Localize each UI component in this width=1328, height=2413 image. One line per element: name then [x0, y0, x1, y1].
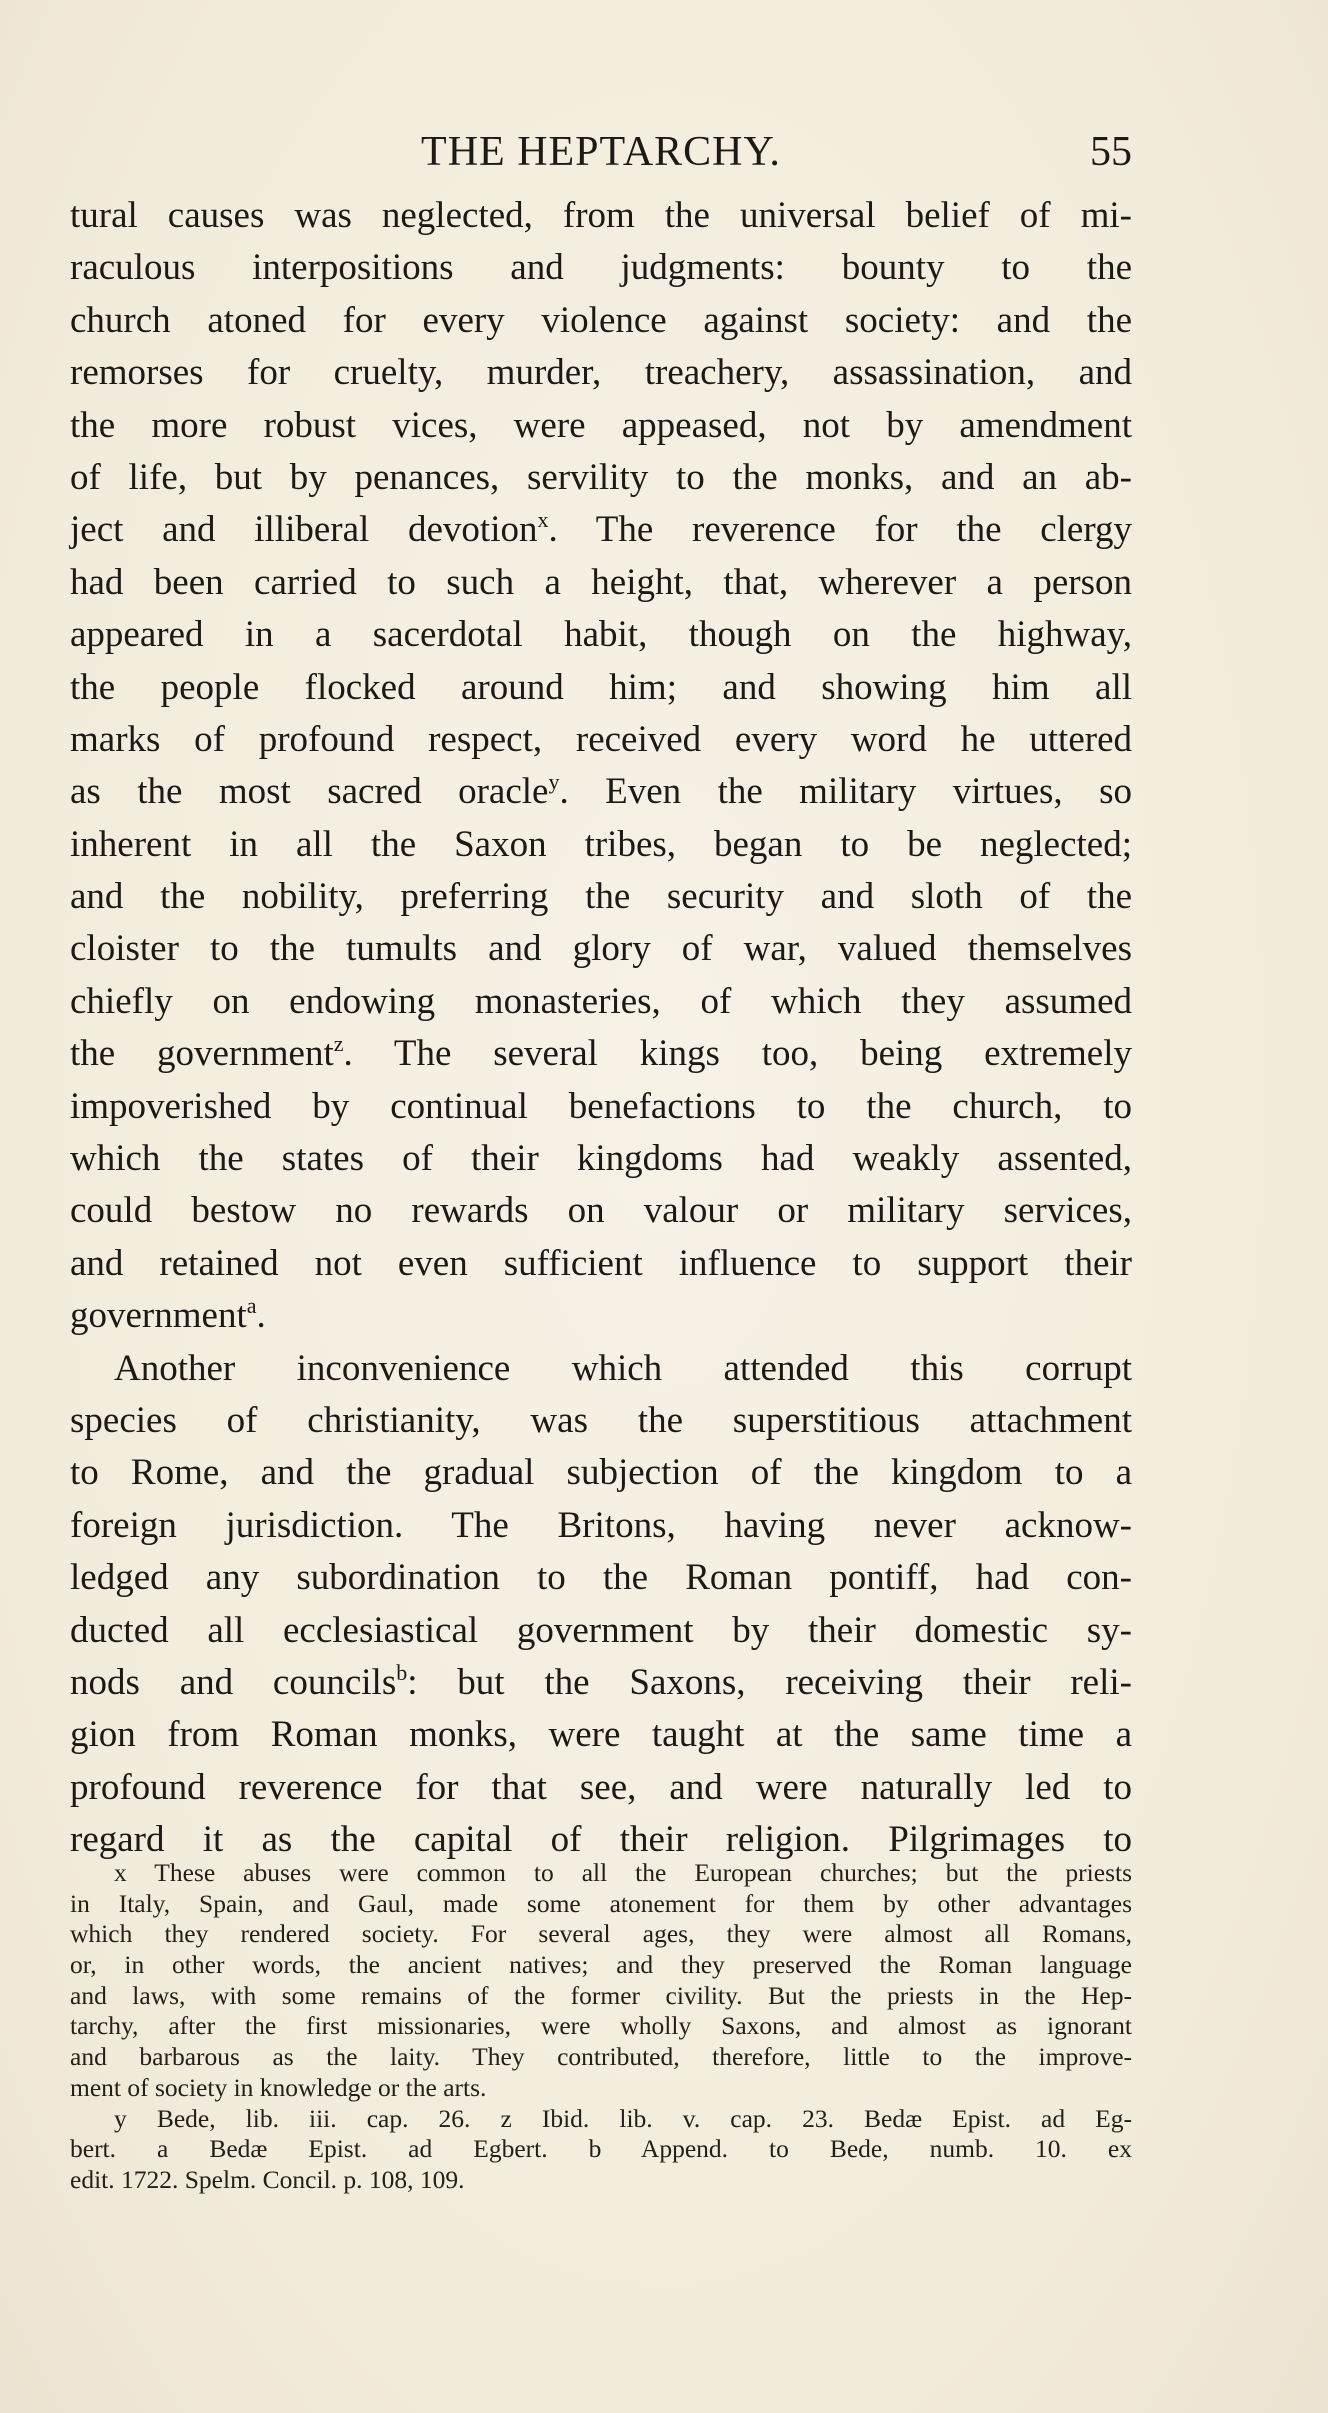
- text-line: cloister to the tumults and glory of war, valued themselves: [70, 928, 1132, 970]
- footnote-line: and laws, with some remains of the former civility. But the priests in the Hep-: [70, 1980, 1132, 2010]
- footnote-line: bert. a Bedæ Epist. ad Egbert. b Append. to Bede, numb. 10. ex: [70, 2134, 1132, 2164]
- text-line: regard it as the capital of their religion. Pilgrimages to: [70, 1819, 1132, 1861]
- text-line: ducted all ecclesiastical government by their domestic sy-: [70, 1609, 1132, 1651]
- text-line: profound reverence for that see, and were naturally led to: [70, 1766, 1132, 1808]
- footnote-line: in Italy, Spain, and Gaul, made some atonement for them by other advantages: [70, 1888, 1132, 1918]
- text-line: ject and illiberal devotion$^x$. The reverence for the clergy: [70, 507, 1133, 551]
- footnote-line: which they rendered society. For several ages, they were almost all Romans,: [70, 1919, 1132, 1949]
- footnote-line: and barbarous as the laity. They contributed, therefore, little to the improve-: [70, 2042, 1132, 2072]
- footnote-ref: x: [537, 507, 549, 533]
- footnote-line: ment of society in knowledge or the arts.: [70, 2072, 487, 2102]
- footnote-line: tarchy, after the first missionaries, were wholly Saxons, and almost as ignorant: [70, 2011, 1132, 2041]
- text-line: to Rome, and the gradual subjection of the kingdom to a: [70, 1452, 1132, 1494]
- text-line: the more robust vices, were appeased, not by amendment: [70, 404, 1132, 446]
- text-line: gion from Roman monks, were taught at the same time a: [70, 1714, 1132, 1756]
- text-line: which the states of their kingdoms had weakly assented,: [70, 1138, 1132, 1180]
- text-line: foreign jurisdiction. The Britons, having never acknow-: [70, 1504, 1132, 1546]
- running-head: THE HEPTARCHY.: [421, 129, 781, 175]
- text-line: raculous interpositions and judgments: bounty to the: [70, 247, 1132, 289]
- text-line: species of christianity, was the superstitious attachment: [70, 1399, 1132, 1441]
- footnote-line: edit. 1722. Spelm. Concil. p. 108, 109.: [70, 2164, 465, 2194]
- text-line: chiefly on endowing monasteries, of which they assumed: [70, 980, 1132, 1022]
- page-header: [70, 124, 1132, 180]
- text-line: of life, but by penances, servility to the monks, and an ab-: [70, 456, 1132, 498]
- footnote-line: or, in other words, the ancient natives; and they preserved the Roman language: [70, 1950, 1132, 1980]
- text-line: tural causes was neglected, from the universal belief of mi-: [70, 195, 1132, 236]
- text-line: remorses for cruelty, murder, treachery, assassination, and: [70, 352, 1132, 394]
- text-line: the people flocked around him; and showing him all: [70, 666, 1132, 708]
- main-text: [70, 190, 1132, 1867]
- footnote-ref: z: [333, 1031, 344, 1057]
- footnotes: [70, 1858, 1132, 2196]
- footnote-ref: y: [548, 769, 560, 795]
- page-number: 55: [1090, 129, 1132, 175]
- text-line: as the most sacred oracle$^y$. Even the military virtues, so: [70, 769, 1132, 813]
- text-line: and the nobility, preferring the security and sloth of the: [70, 876, 1132, 918]
- text-line: and retained not even sufficient influence to support their: [70, 1242, 1132, 1284]
- footnote-ref: b: [396, 1659, 408, 1685]
- text-line: nods and councils$^b$: but the Saxons, receiving their reli-: [70, 1659, 1132, 1703]
- text-line: the government$^z$. The several kings too, being extremely: [70, 1031, 1132, 1075]
- text-line: Another inconvenience which attended this corrupt: [114, 1347, 1132, 1389]
- text-line: inherent in all the Saxon tribes, began to be neglected;: [70, 823, 1132, 865]
- text-line: government$^a$.: [70, 1293, 266, 1337]
- text-line: marks of profound respect, received every word he uttered: [70, 718, 1132, 760]
- footnote-line: y Bede, lib. iii. cap. 26. z Ibid. lib. v. cap. 23. Bedæ Epist. ad Eg-: [114, 2103, 1132, 2133]
- text-line: appeared in a sacerdotal habit, though on the highway,: [70, 614, 1132, 656]
- footnote-ref: a: [246, 1293, 257, 1319]
- text-line: ledged any subordination to the Roman pontiff, had con-: [70, 1557, 1132, 1599]
- footnote-line: x These abuses were common to all the European churches; but the priests: [114, 1858, 1132, 1887]
- text-line: church atoned for every violence against society: and the: [70, 299, 1132, 341]
- text-line: impoverished by continual benefactions to the church, to: [70, 1085, 1132, 1127]
- text-line: had been carried to such a height, that, wherever a person: [70, 561, 1132, 603]
- text-line: could bestow no rewards on valour or military services,: [70, 1190, 1132, 1232]
